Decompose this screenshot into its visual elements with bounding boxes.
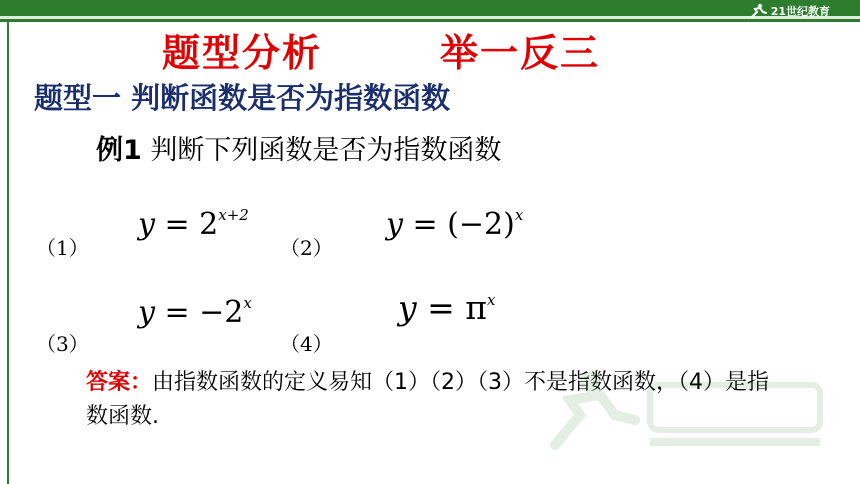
formula-4-exp: x [487,291,496,309]
formula-4 [398,288,495,327]
title-left: 题型分析 [162,31,323,75]
formula-1-rhs: = 2 [164,207,219,242]
formula-3-exp: x [243,294,252,312]
formula-2-exp: x [514,206,524,224]
brand-logo [748,2,830,20]
example-label: 例1 [96,135,142,166]
formula-2-lhs: y [386,207,403,242]
example-text: 判断下列函数是否为指数函数 [150,135,502,166]
top-bar [0,0,860,22]
formula-1 [138,206,249,242]
item-number-1: （1） [36,236,89,260]
item-number-3: （3） [36,332,89,356]
example-line [96,128,501,167]
logo-text: 21世纪教育 [770,5,830,18]
formula-1-exp: x+2 [218,206,249,224]
top-bar-stripe [0,16,860,19]
formula-4-lhs: y [398,288,417,327]
formula-4-rhs: = π [427,288,487,327]
formula-3 [138,294,252,330]
title-right: 举一反三 [440,31,601,75]
runner-logo-icon [748,3,768,19]
answer-text: 由指数函数的定义易知（1）（2）（3）不是指数函数，（4）是指数函数. [86,370,770,429]
formula-2-rhs: = (−2) [412,207,515,242]
item-number-4: （4） [280,332,333,356]
formula-3-rhs: = −2 [164,295,244,330]
formula-2 [386,206,523,242]
answer-label: 答案： [86,370,153,395]
section-heading: 题型一 判断函数是否为指数函数 [34,81,451,115]
formula-1-lhs: y [138,207,155,242]
left-rule [7,22,9,484]
item-number-2: （2） [280,236,333,260]
watermark-logo-icon [540,360,840,460]
formula-3-lhs: y [138,295,155,330]
